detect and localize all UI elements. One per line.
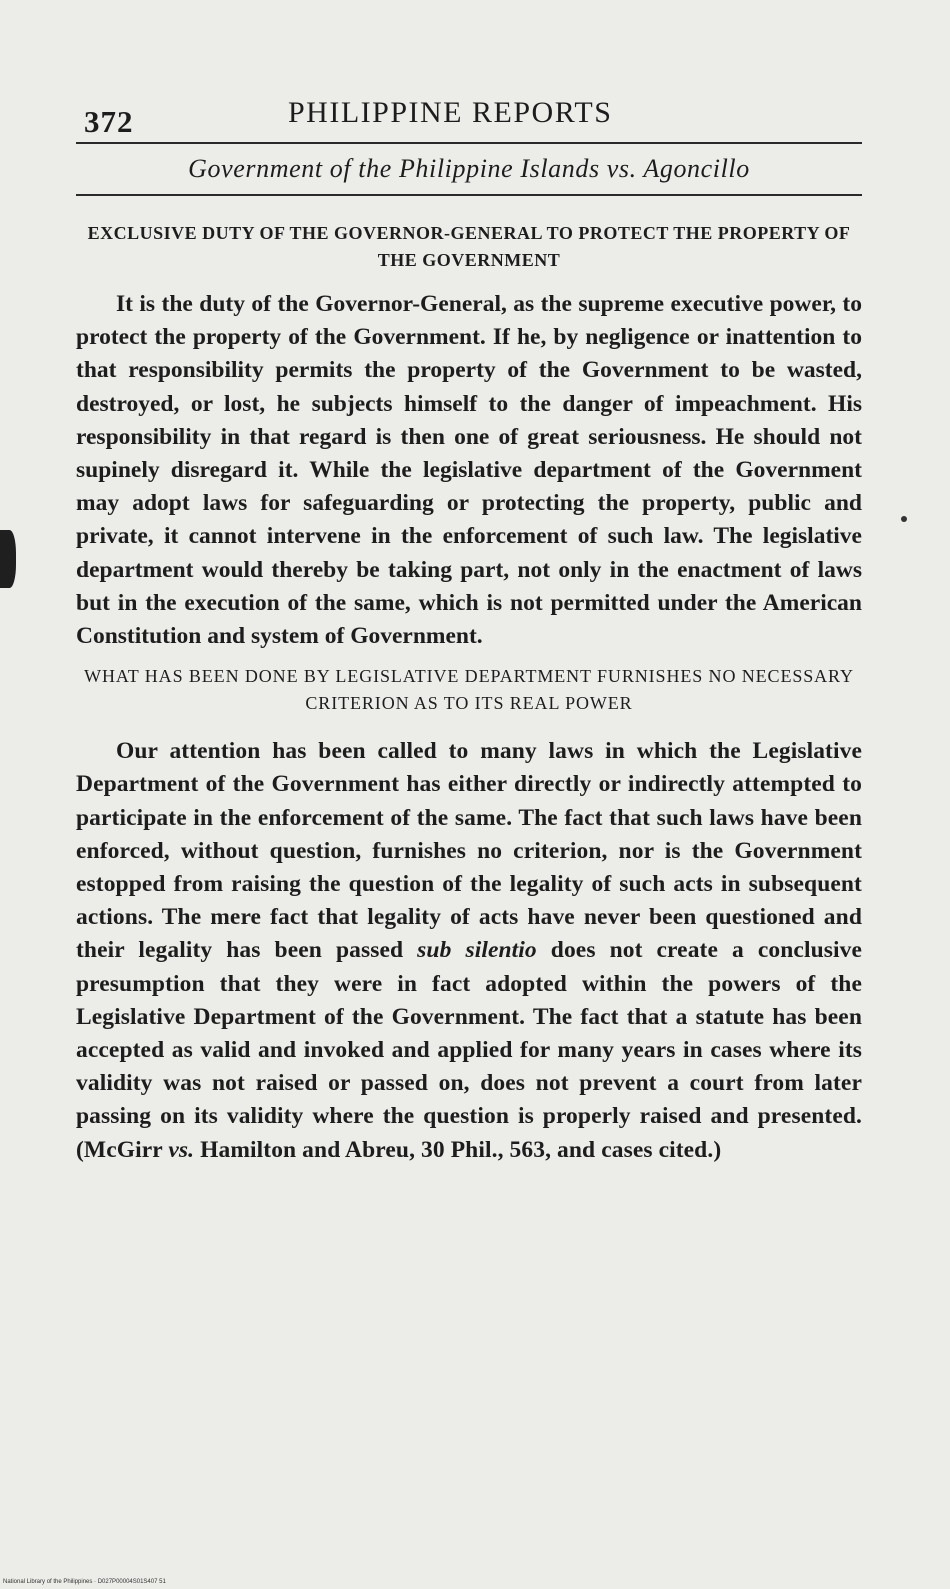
case-title: Government of the Philippine Islands vs. Agoncillo <box>188 154 750 183</box>
headnote-heading-2: WHAT HAS BEEN DONE BY LEGISLATIVE DEPARTMENT FURNISHES NO NECESSARY CRITERION AS TO ITS REAL POWER <box>84 666 854 714</box>
headnote-heading-1: EXCLUSIVE DUTY OF THE GOVERNOR-GENERAL TO PROTECT THE PROPERTY OF THE GOVERNMENT <box>87 223 851 270</box>
headnote-body-2 <box>76 735 862 1167</box>
margin-speck <box>901 516 907 522</box>
journal-title: PHILIPPINE REPORTS <box>288 96 613 129</box>
versus-abbrev: vs. <box>168 1136 195 1163</box>
binding-shadow <box>0 530 16 588</box>
body-2-part-2: does not create a conclusive presumption that they were in fact adopted within the powers of the Legislative Department of the Government. The fact that a statute has been accepted as valid and invoked and applied for many years in cases where its validity was not raised or passed on, does not prevent a court from later passing on its validity where the question is properly raised and presented. (McGirr <box>76 937 862 1163</box>
page-content <box>76 96 862 1167</box>
page-number: 372 <box>84 104 134 139</box>
archive-footer: National Library of the Philippines · D027P00004S01S407 51 <box>3 1579 166 1585</box>
latin-phrase: sub silentio <box>417 937 537 964</box>
body-2-part-1: Our attention has been called to many laws in which the Legislative Department of the Government has either directly or indirectly attempted to participate in the enforcement of the same. The fact that such laws have been enforced, without question, furnishes no criterion, nor is the Government estopped from raising the question of the legality of such acts in subsequent actions. The mere fact that legality of acts have never been questioned and their legality has been passed <box>76 738 862 964</box>
body-2-citation: Hamilton and Abreu, 30 Phil., 563, and cases cited.) <box>194 1136 722 1163</box>
bottom-rule <box>76 194 862 196</box>
running-head <box>76 96 862 142</box>
headnote-body-1: It is the duty of the Governor-General, as the supreme executive power, to protect the property of the Government. If he, by negligence or inattention to that responsibility permits the property of the Government to be wasted, destroyed, or lost, he subjects himself to the danger of impeachment. His responsibility in that regard is then one of great seriousness. He should not supinely disregard it. While the legislative department of the Government may adopt laws for safeguarding or protecting the property, public and private, it cannot intervene in the enforcement of such law. The legislative department would thereby be taking part, not only in the enactment of laws but in the execution of the same, which is not permitted under the American Constitution and system of Government. <box>76 291 862 650</box>
